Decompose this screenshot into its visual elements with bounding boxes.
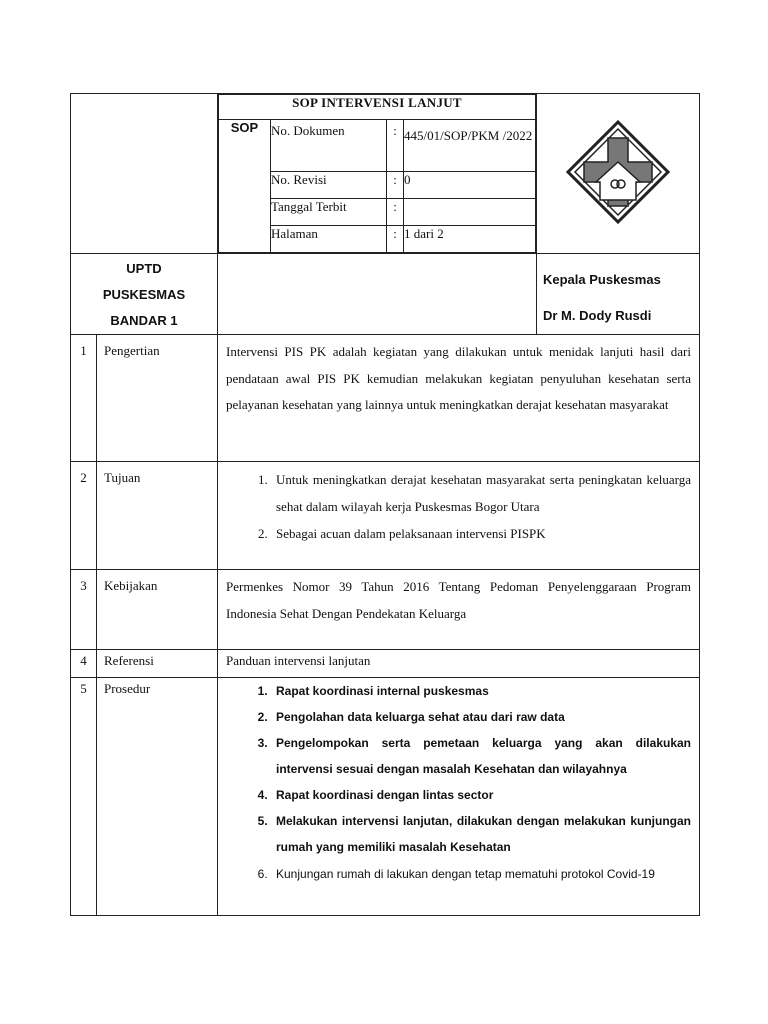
section-number: 4: [71, 650, 97, 678]
header-left-blank: [71, 94, 218, 254]
list-item: 4. Rapat koordinasi dengan lintas sector: [271, 782, 691, 808]
signer: [537, 254, 700, 335]
field-value-no-dokumen: 445/01/SOP/PKM /2022: [404, 120, 536, 172]
section-number: 3: [71, 570, 97, 650]
list-item: 6. Kunjungan rumah di lakukan dengan tetap mematuhi protokol Covid-19: [271, 860, 691, 888]
field-value-halaman: 1 dari 2: [404, 226, 536, 253]
section-label-prosedur: Prosedur: [97, 678, 218, 916]
sop-label: SOP: [219, 120, 271, 253]
signer-title: Kepala Puskesmas: [543, 272, 661, 287]
sop-title: SOP INTERVENSI LANJUT: [219, 95, 536, 120]
field-sep: :: [387, 120, 404, 172]
list-item: 3. Pengelompokan serta pemetaan keluarga yang akan dilakukan intervensi sesuai dengan masalah Kesehatan dan wilayahnya: [271, 730, 691, 782]
section-content-referensi: [218, 650, 700, 678]
field-label-no-revisi: No. Revisi: [271, 172, 387, 199]
list-item: 1. Rapat koordinasi internal puskesmas: [271, 678, 691, 704]
section-number: 2: [71, 462, 97, 570]
logo-cell: [537, 94, 700, 254]
header-info-table: [218, 94, 536, 253]
puskesmas-logo-icon: [566, 120, 670, 224]
org-line-1: UPTD: [126, 261, 162, 276]
tujuan-list: [226, 466, 691, 547]
list-item: 2. Pengolahan data keluarga sehat atau dari raw data: [271, 704, 691, 730]
field-sep: :: [387, 226, 404, 253]
section-label-referensi: Referensi: [97, 650, 218, 678]
referensi-text: Panduan intervensi lanjutan: [226, 653, 371, 668]
field-label-tanggal-terbit: Tanggal Terbit: [271, 199, 387, 226]
sop-document-table: [70, 93, 700, 916]
field-label-halaman: Halaman: [271, 226, 387, 253]
field-sep: :: [387, 199, 404, 226]
org-line-2: PUSKESMAS: [102, 287, 186, 302]
signer-name: Dr M. Dody Rusdi: [543, 308, 652, 323]
section-label-pengertian: Pengertian: [97, 335, 218, 462]
field-value-no-revisi: 0: [404, 172, 536, 199]
org-row-blank: [218, 254, 537, 335]
kebijakan-text: Permenkes Nomor 39 Tahun 2016 Tentang Pedoman Penyelenggaraan Program Indonesia Sehat Dengan Pendekatan Keluarga: [226, 579, 691, 621]
field-value-tanggal-terbit: [404, 199, 536, 226]
section-content-kebijakan: [218, 570, 700, 650]
section-label-kebijakan: Kebijakan: [97, 570, 218, 650]
field-sep: :: [387, 172, 404, 199]
list-item: 5. Melakukan intervensi lanjutan, dilakukan dengan melakukan kunjungan rumah yang memiliki masalah Kesehatan: [271, 808, 691, 860]
section-content-pengertian: [218, 335, 700, 462]
prosedur-list: [226, 678, 691, 888]
list-item: 2. Sebagai acuan dalam pelaksanaan intervensi PISPK: [271, 520, 691, 547]
header-center: [218, 94, 537, 254]
section-content-prosedur: [218, 678, 700, 916]
section-label-tujuan: Tujuan: [97, 462, 218, 570]
section-number: 1: [71, 335, 97, 462]
list-item: 1. Untuk meningkatkan derajat kesehatan masyarakat serta peningkatan keluarga sehat dalam wilayah kerja Puskesmas Bogor Utara: [271, 466, 691, 520]
pengertian-text: Intervensi PIS PK adalah kegiatan yang dilakukan untuk menidak lanjuti hasil dari pendataan awal PIS PK kemudian melakukan kegiatan penyuluhan kesehatan serta pelayanan kesehatan yang lainnya untuk meningkatkan derajat kesehatan masyarakat: [226, 344, 691, 412]
org-name: [71, 254, 218, 335]
section-number: 5: [71, 678, 97, 916]
org-line-3: BANDAR 1: [110, 313, 178, 328]
section-content-tujuan: [218, 462, 700, 570]
field-label-no-dokumen: No. Dokumen: [271, 120, 387, 172]
